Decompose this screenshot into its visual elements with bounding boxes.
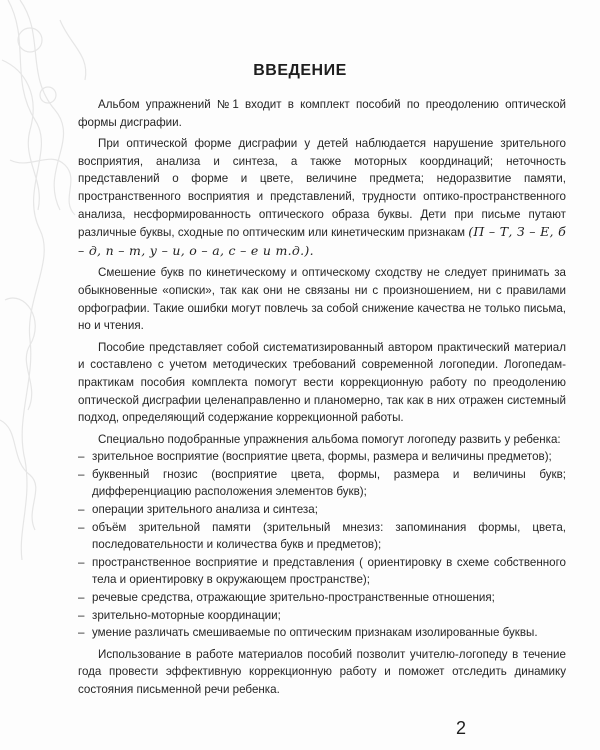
list-item: – зрительное восприятие (восприятие цвета, формы, размера и величины предметов);: [78, 448, 566, 466]
list-item: – объём зрительной памяти (зрительный мнезиз: запоминания формы, цвета, последовательности и количества букв и предметов);: [78, 519, 566, 554]
page-title: ВВЕДЕНИЕ: [253, 62, 347, 79]
list-item: – умение различать смешиваемые по оптическим признакам изолированные буквы.: [78, 624, 566, 642]
list-item: – пространственное восприятие и представления ( ориентировку в схеме собственного тела и ориентировку в окружающем пространстве);: [78, 554, 566, 589]
paragraph-mixing: Смешение букв по кинетическому и оптическому сходству не следует принимать за обыкновенные «описки», так как они не связаны ни с произношением, ни с правилами орфографии. Такие ошибки могут повлечь за собой снижение качества не только письма, но и чтения.: [78, 266, 566, 333]
cursive-letter-examples: (П – Т, З – Е, б – д, п – т, у – и, о – а, с – е и т.д.).: [78, 224, 566, 258]
list-item: – речевые средства, отражающие зрительно-пространственные отношения;: [78, 589, 566, 607]
list-item: – зрительно-моторные координации;: [78, 607, 566, 625]
paragraph-manual: Пособие представляет собой систематизированный автором практический материал и составлено с учетом методических требований современной логопедии. Логопедам-практикам пособия комплекта помогут вести коррекционную работу по преодолению оптической дисграфии целенаправленно и планомерно, так как в них отражен системный подход, определяющий содержание коррекционной работы.: [78, 340, 566, 425]
paragraph-description: [78, 135, 566, 260]
list-item: – операции зрительного анализа и синтеза;: [78, 501, 566, 519]
document-body: [78, 96, 566, 699]
list-item: – буквенный гнозис (восприятие цвета, формы, размера и величины букв; дифференциацию расположения элементов букв);: [78, 466, 566, 501]
page-number: 2: [455, 718, 466, 738]
paragraph-description-text: При оптической форме дисграфии у детей наблюдается нарушение зрительного восприятия, анализа и синтеза, а также моторных координаций; неточность представлений о форме и цвете, величине предмета; недоразвитие памяти, пространственного восприятия и представлений, трудности оптико-пространственного анализа, несформированность оптического образа буквы. Дети при письме путают различные буквы, сходные по оптическим или кинетическим признакам: [78, 137, 566, 240]
paragraph-exercises: Специально подобранные упражнения альбома помогут логопеду развить у ребенка:: [98, 432, 561, 446]
paragraph-intro: Альбом упражнений №1 входит в комплект пособий по преодолению оптической формы дисграфии.: [78, 98, 566, 129]
paragraph-conclusion: Использование в работе материалов пособий позволит учителю-логопеду в течение года провести эффективную коррекционную работу и поможет отследить динамику состояния письменной речи ребенка.: [78, 647, 566, 696]
